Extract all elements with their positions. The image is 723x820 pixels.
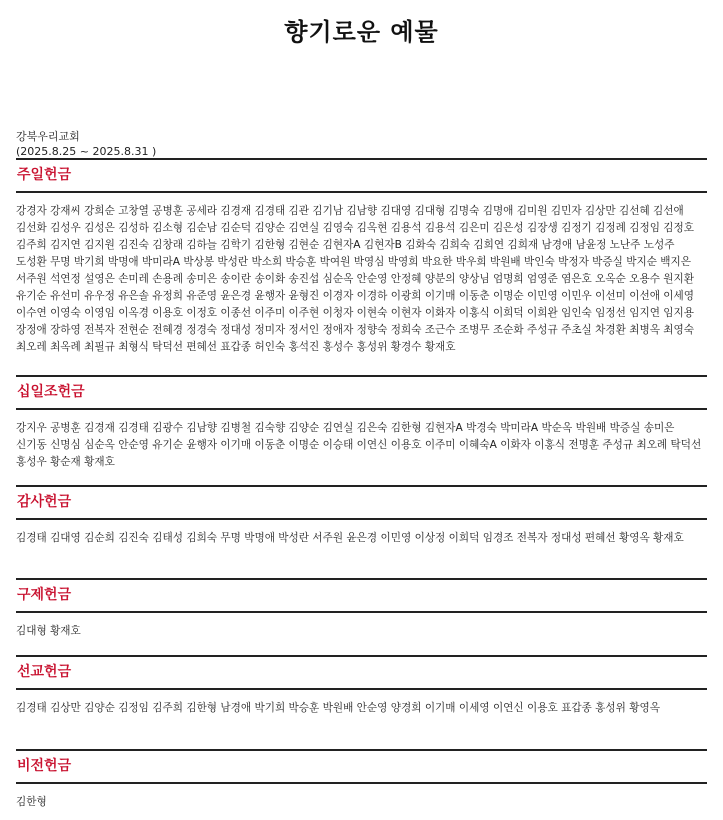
divider: [16, 518, 707, 520]
section-thanksgiving-offering: [16, 485, 707, 547]
divider: [16, 782, 707, 784]
date-period: (2025.8.25 ~ 2025.8.31 ): [16, 145, 157, 158]
donor-names: 강경자 강재씨 강희순 고창열 공병훈 공세라 김경재 김경태 김관 김기남 김남향 김대영 김대형 김명숙 김명애 김미원 김민자 김상만 김선혜 김선애 김선화 김성우 김성은 김성하 김소형 김순남 김순덕 김양순 김연실 김영숙 김옥현 김용석 김용석 김은미 김은성 김장생 김정기 김정례 김정임 김정호 김주희 김지연 김지원 김진숙 김창래 김하늘 김학기 김한형 김현순 김현자A 김현자B 김화숙 김희숙 김희연 김희재 남경애 남윤정 노난주 노성주 도성환 무명 박기희 박명애 박미라A 박상봉 박성란 박소희 박승훈 박여원 박영심 박영희 박요한 박우희 박원배 박인숙 박정자 박증실 박지순 백지은 서주원 석연정 설영은 손미레 손용례 송미은 송이란 송이화 송진섭 심순옥 안순영 안정혜 양분의 양상님 엄명희 엄영준 염은호 오옥순 오용수 원지환 유기순 유선미 유우정 유은솔 유정희 유준영 윤은경 윤행자 윤형진 이경자 이경하 이광희 이기매 이동춘 이명순 이민영 이민우 이선미 이선애 이세영 이수연 이영숙 이영임 이옥경 이용호 이정호 이종선 이주미 이주현 이청자 이현숙 이현자 이화자 이홍식 이희덕 이희완 임인숙 임정선 임지연 임지용 장정애 장하영 전복자 전현순 전혜경 정경숙 정대성 정미자 정서인 정애자 정향숙 정희숙 조근수 조병무 조순화 주성규 주초실 차경환 최병옥 최영숙 최오레 최옥례 최필규 최형식 탁덕선 편혜선 표갑종 허인숙 홍석진 홍성수 홍성위 황경수 황재호: [16, 205, 694, 353]
section-title: 비전헌금: [17, 758, 72, 774]
section-mission-offering: [16, 655, 707, 717]
section-sunday-offering: [16, 158, 707, 356]
divider: [16, 688, 707, 690]
donor-names: 김대형 황재호: [16, 625, 81, 637]
offering-page: [16, 0, 707, 808]
section-title: 선교헌금: [17, 664, 72, 680]
divider: [16, 408, 707, 410]
section-relief-offering: [16, 578, 707, 640]
section-tithe-offering: [16, 375, 707, 471]
section-title: 주일헌금: [17, 167, 72, 183]
page-title: 향기로운 예물: [284, 18, 439, 46]
donor-names: 강지우 공병훈 김경재 김경태 김광수 김남향 김병철 김숙향 김양순 김연실 김은숙 김한형 김현자A 박경숙 박미라A 박순옥 박원배 박증실 송미은 신기동 신명심 심순옥 안순영 유기순 윤행자 이기매 이동춘 이명순 이승태 이연신 이용호 이주미 이혜숙A 이화자 이홍식 전명훈 주성규 최오례 탁덕선 홍성우 황순재 황재호: [16, 422, 702, 468]
donor-names: 김한형: [16, 796, 47, 808]
section-title: 구제헌금: [17, 587, 72, 603]
section-title: 감사헌금: [17, 494, 72, 510]
divider: [16, 611, 707, 613]
divider: [16, 191, 707, 193]
section-title: 십일조헌금: [17, 384, 85, 400]
donor-names: 김경태 김상만 김양순 김정임 김주희 김한형 남경애 박기희 박승훈 박원배 안순영 양경희 이기매 이세영 이연신 이용호 표갑종 홍성위 황영옥: [16, 702, 660, 714]
church-name: 강북우리교회: [16, 130, 80, 143]
donor-names: 김경태 김대영 김순희 김진숙 김태성 김희숙 무명 박명애 박성란 서주원 윤은경 이민영 이상정 이희덕 임경조 전복자 정대성 편혜선 황영옥 황재호: [16, 532, 684, 544]
section-vision-offering: [16, 749, 707, 811]
